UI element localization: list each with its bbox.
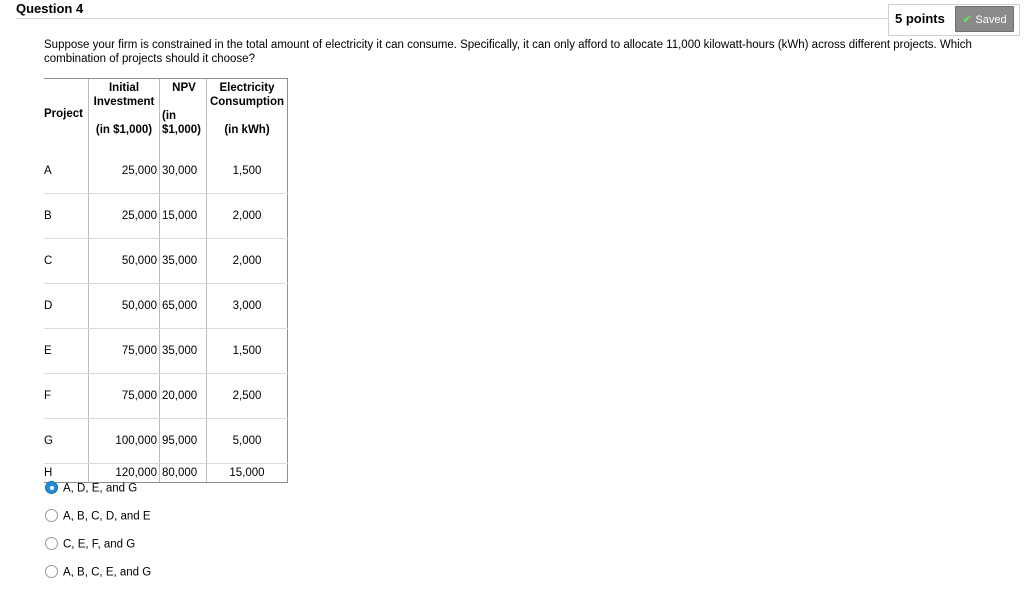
radio-icon[interactable] [45, 565, 58, 578]
cell-npv: 65,000 [160, 284, 207, 329]
answer-option-4[interactable] [45, 566, 151, 582]
cell-electricity: 2,000 [207, 239, 288, 284]
answer-option-label: A, B, C, E, and G [63, 566, 152, 579]
cell-npv: 15,000 [160, 194, 207, 239]
cell-project: B [44, 194, 89, 239]
radio-selected-icon[interactable] [45, 481, 58, 494]
cell-project: E [44, 329, 89, 374]
cell-electricity: 2,000 [207, 194, 288, 239]
cell-npv: 95,000 [160, 419, 207, 464]
header-npv-units-b: $1,000) [162, 124, 202, 136]
header-elec-line2: Consumption [209, 96, 285, 108]
table-row [44, 194, 288, 239]
cell-npv: 35,000 [160, 239, 207, 284]
cell-electricity: 1,500 [207, 149, 288, 194]
cell-investment: 25,000 [89, 194, 160, 239]
cell-project: F [44, 374, 89, 419]
header-project: Project [44, 79, 89, 150]
table-row [44, 284, 288, 329]
table-row [44, 239, 288, 284]
table-row [44, 149, 288, 194]
cell-electricity: 15,000 [207, 464, 288, 483]
cell-investment: 75,000 [89, 374, 160, 419]
table-row [44, 419, 288, 464]
cell-project: C [44, 239, 89, 284]
header-investment-line2: Investment [93, 96, 155, 108]
header-electricity [207, 79, 288, 150]
radio-icon[interactable] [45, 537, 58, 550]
header-elec-units: (in kWh) [224, 124, 270, 136]
cell-npv: 80,000 [160, 464, 207, 483]
cell-project: D [44, 284, 89, 329]
cell-investment: 120,000 [89, 464, 160, 483]
cell-investment: 50,000 [89, 239, 160, 284]
header-npv-line1: NPV [172, 82, 196, 94]
answer-option-label: C, E, F, and G [63, 538, 136, 551]
answer-option-1[interactable] [45, 482, 137, 498]
table-row [44, 464, 288, 483]
table-row [44, 374, 288, 419]
cell-investment: 50,000 [89, 284, 160, 329]
cell-project: A [44, 149, 89, 194]
cell-electricity: 1,500 [207, 329, 288, 374]
answer-option-3[interactable] [45, 538, 135, 554]
answer-option-label: A, B, C, D, and E [63, 510, 151, 523]
cell-npv: 20,000 [160, 374, 207, 419]
answer-option-label: A, D, E, and G [63, 482, 138, 495]
question-prompt: Suppose your firm is constrained in the total amount of electricity it can consume. Specifically, it can only afford to allocate 11,000 kilowatt-hours (kWh) across different projects. Which combination of projects should it choose? [44, 39, 972, 65]
table-row [44, 329, 288, 374]
question-header [16, 0, 1006, 19]
header-investment-units: (in $1,000) [95, 124, 153, 136]
header-investment-line1: Initial [108, 82, 140, 94]
radio-icon[interactable] [45, 509, 58, 522]
answer-option-2[interactable] [45, 510, 151, 526]
cell-npv: 35,000 [160, 329, 207, 374]
points-box [888, 4, 1020, 36]
cell-investment: 100,000 [89, 419, 160, 464]
cell-project: G [44, 419, 89, 464]
header-npv [160, 79, 207, 150]
points-label: 5 points [895, 11, 945, 26]
saved-indicator [955, 6, 1014, 32]
cell-electricity: 5,000 [207, 419, 288, 464]
cell-project: H [44, 464, 89, 483]
cell-investment: 75,000 [89, 329, 160, 374]
cell-npv: 30,000 [160, 149, 207, 194]
cell-investment: 25,000 [89, 149, 160, 194]
checkmark-icon: ✔ [962, 12, 973, 26]
cell-electricity: 2,500 [207, 374, 288, 419]
header-investment [89, 79, 160, 150]
header-npv-units-a: (in [162, 110, 177, 122]
projects-table [44, 78, 288, 483]
header-elec-line1: Electricity [219, 82, 275, 94]
question-title: Question 4 [16, 1, 84, 16]
saved-label: Saved [975, 14, 1007, 26]
table-header-row [44, 79, 288, 150]
cell-electricity: 3,000 [207, 284, 288, 329]
